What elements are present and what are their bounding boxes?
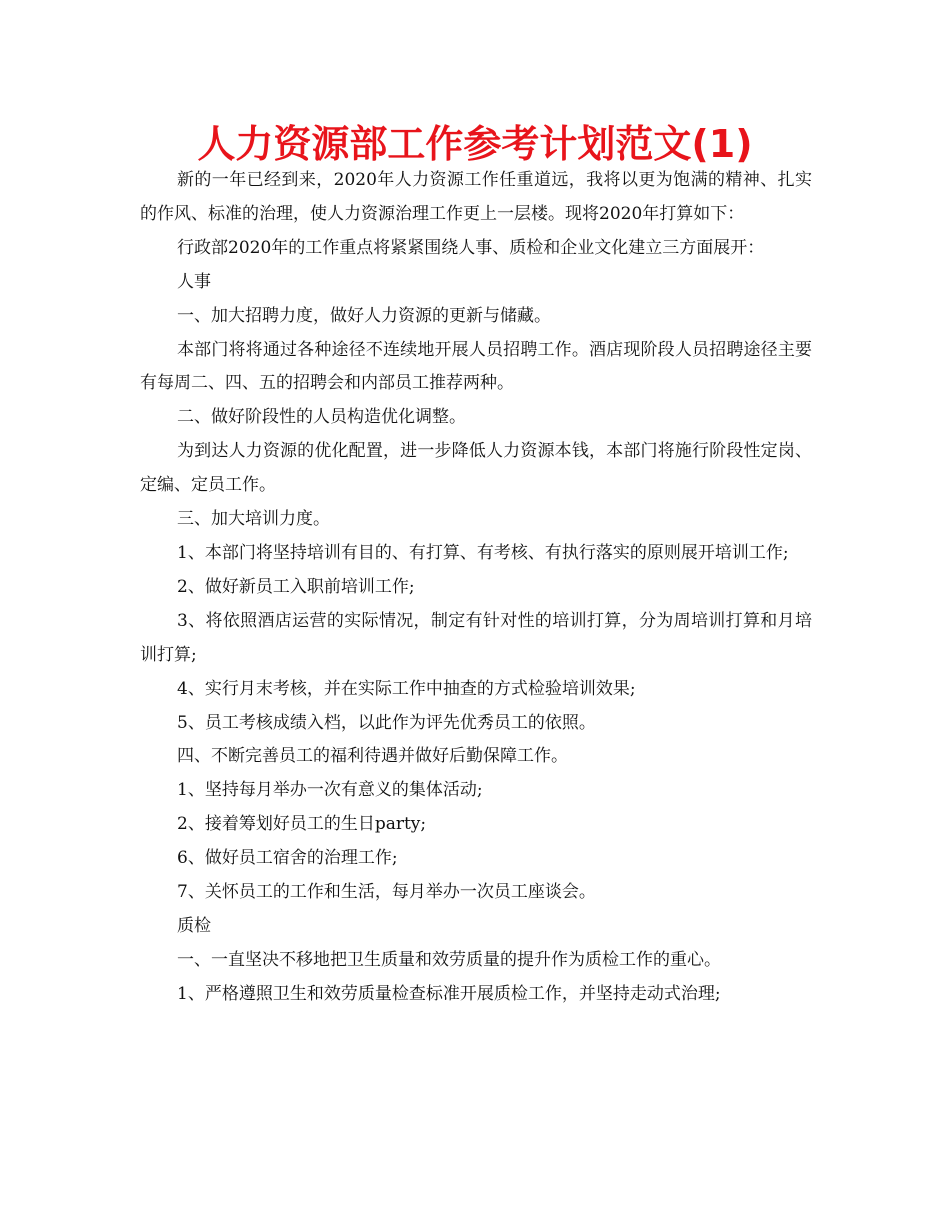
paragraph-intro: 新的一年已经到来，2020年人力资源工作任重道远，我将以更为饱满的精神、扎实的作风、标准的治理，使人力资源治理工作更上一层楼。现将2020年打算如下：: [140, 170, 812, 224]
list-item: 2、做好新员工入职前培训工作;: [177, 576, 415, 597]
list-item: 6、做好员工宿舍的治理工作;: [177, 848, 398, 869]
item-heading-welfare: 四、不断完善员工的福利待遇并做好后勤保障工作。: [177, 746, 568, 767]
item-heading-recruitment: 一、加大招聘力度，做好人力资源的更新与储藏。: [177, 305, 551, 326]
list-item: 1、坚持每月举办一次有意义的集体活动;: [177, 780, 483, 801]
paragraph-structure: 为到达人力资源的优化配置，进一步降低人力资源本钱，本部门将施行阶段性定岗、定编、定员工作。: [140, 441, 812, 496]
list-item: 5、员工考核成绩入档，以此作为评先优秀员工的依照。: [177, 712, 596, 733]
list-item: 4、实行月末考核，并在实际工作中抽查的方式检验培训效果;: [177, 678, 636, 699]
item-heading-training: 三、加大培训力度。: [177, 509, 330, 530]
section-heading-personnel: 人事: [177, 271, 211, 292]
paragraph-focus: 行政部2020年的工作重点将紧紧围绕人事、质检和企业文化建立三方面展开：: [177, 237, 765, 258]
paragraph-recruitment: 本部门将将通过各种途径不连续地开展人员招聘工作。酒店现阶段人员招聘途径主要有每周二、四、五的招聘会和内部员工推荐两种。: [140, 339, 812, 394]
list-item: 2、接着筹划好员工的生日party;: [177, 814, 427, 835]
list-item: 7、关怀员工的工作和生活，每月举办一次员工座谈会。: [177, 882, 596, 903]
list-item: 3、将依照酒店运营的实际情况，制定有针对性的培训打算，分为周培训打算和月培训打算;: [140, 610, 812, 665]
section-heading-quality: 质检: [177, 915, 211, 936]
document-title: 人力资源部工作参考计划范文(1): [197, 122, 753, 166]
list-item: 1、严格遵照卫生和效劳质量检查标准开展质检工作，并坚持走动式治理;: [177, 983, 721, 1004]
item-heading-quality-focus: 一、一直坚决不移地把卫生质量和效劳质量的提升作为质检工作的重心。: [177, 949, 721, 970]
list-item: 1、本部门将坚持培训有目的、有打算、有考核、有执行落实的原则展开培训工作;: [177, 542, 789, 563]
item-heading-structure: 二、做好阶段性的人员构造优化调整。: [177, 407, 466, 428]
document-body: [140, 164, 812, 1012]
